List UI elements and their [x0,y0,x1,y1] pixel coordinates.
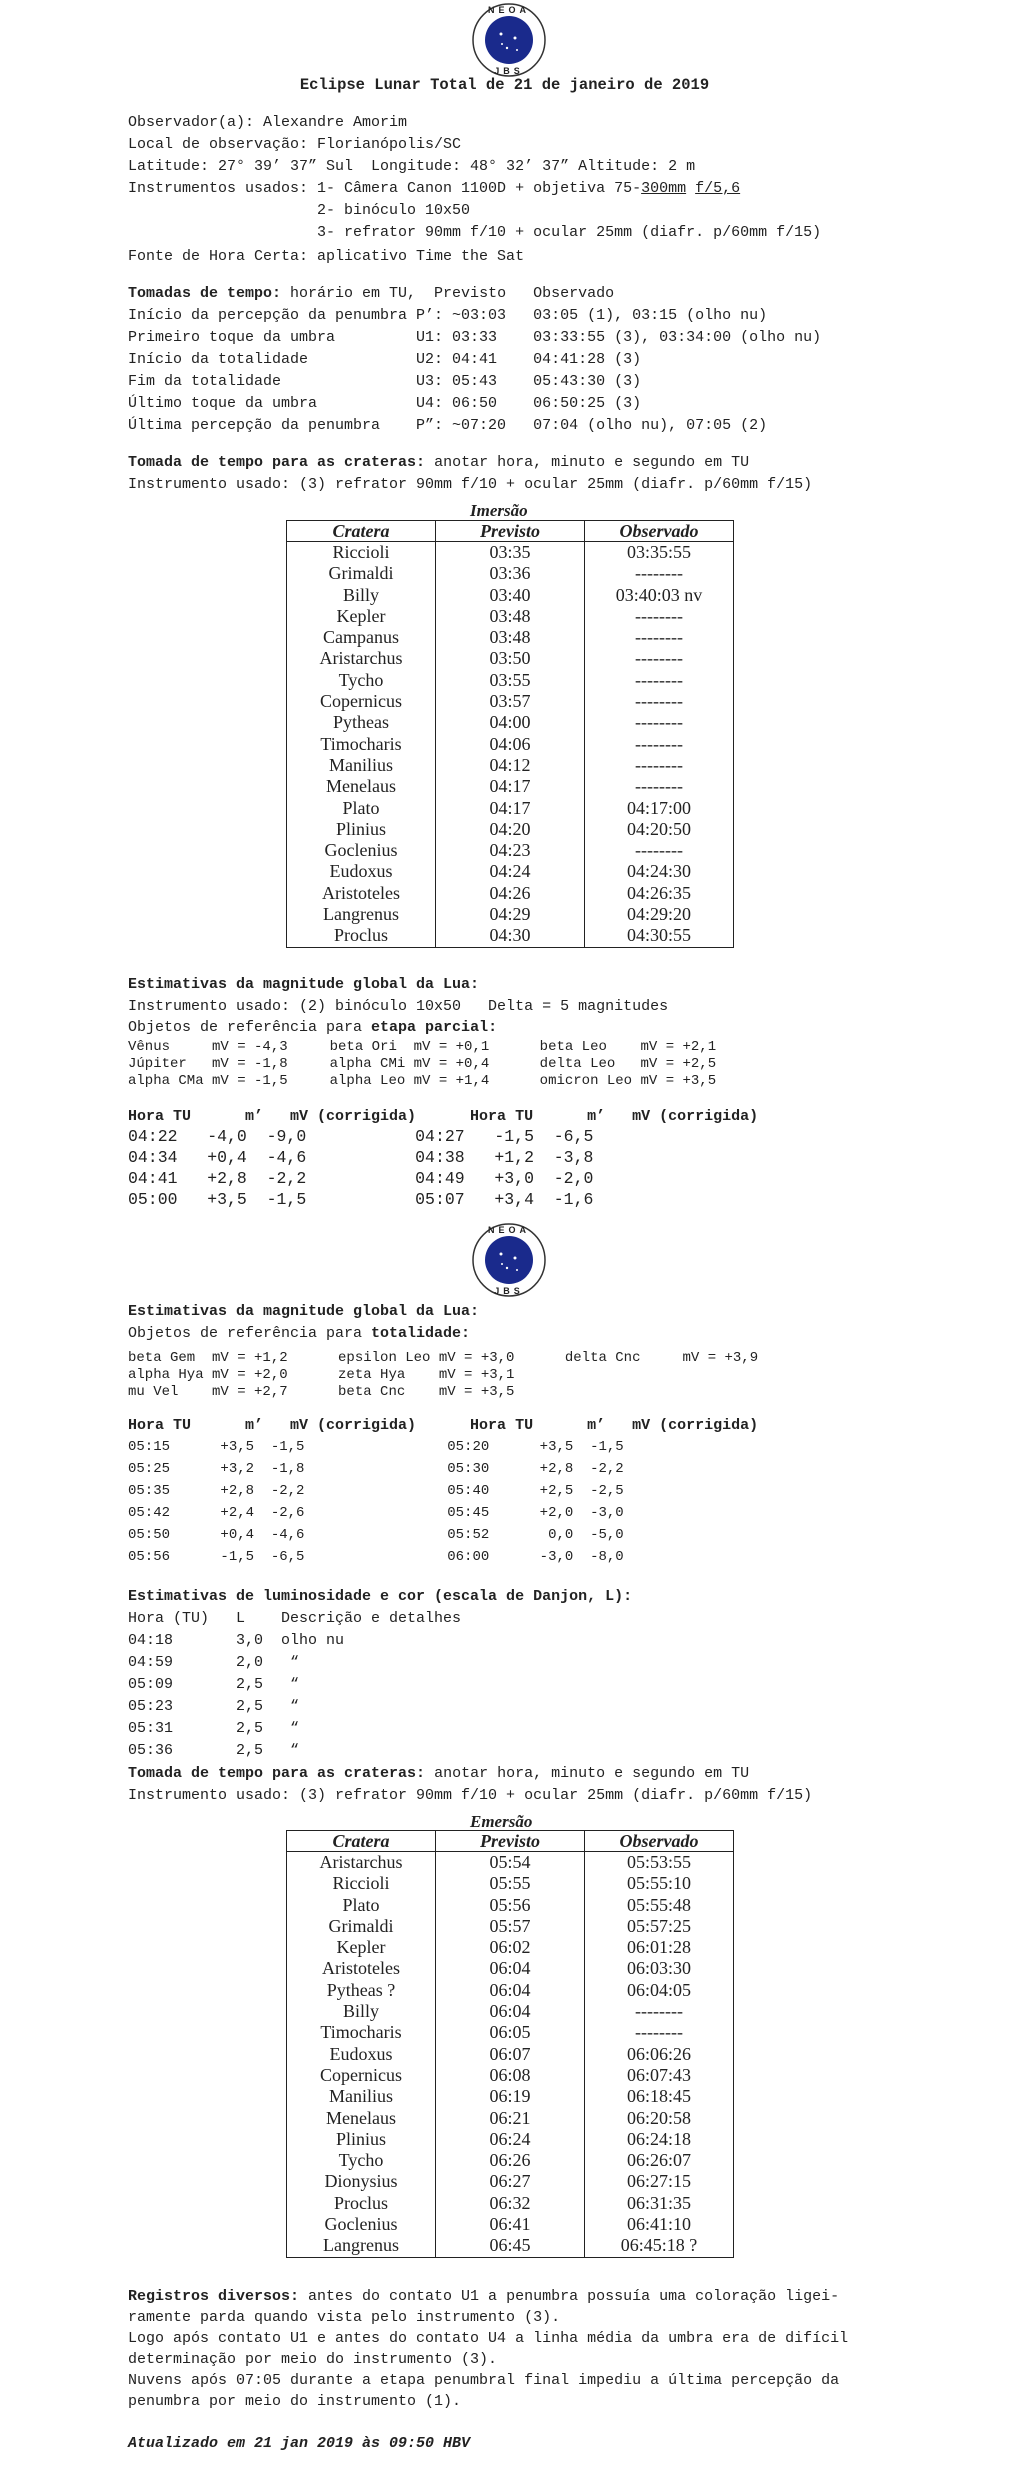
observed-time: 05:53:55 [585,1852,734,1874]
predicted-time: 04:00 [436,712,585,733]
predicted-time: 04:17 [436,776,585,797]
crater-row [287,2129,734,2150]
predicted-time: 06:26 [436,2150,585,2171]
crater-name: Timocharis [287,2022,436,2043]
col-header-predicted: Previsto [436,1831,585,1852]
crater-name: Kepler [287,606,436,627]
observed-time: -------- [585,606,734,627]
observed-time: 04:20:50 [585,819,734,840]
crater-name: Aristarchus [287,1852,436,1874]
observed-time: 06:01:28 [585,1937,734,1958]
reference-star-row: alpha CMa mV = -1,5 alpha Leo mV = +1,4 omicron Leo mV = +3,5 [128,1073,717,1089]
crater-name: Plinius [287,819,436,840]
crater-name: Grimaldi [287,1916,436,1937]
location-line: Local de observação: Florianópolis/SC [128,136,462,153]
crater-name: Billy [287,585,436,606]
notes-line: Logo após contato U1 e antes do contato U4 a linha média da umbra era de difícil [128,2330,849,2347]
reference-star-row: Júpiter mV = -1,8 alpha CMi mV = +0,4 delta Leo mV = +2,5 [128,1056,717,1072]
crater-row [287,712,734,733]
coordinates-line: Latitude: 27° 39’ 37” Sul Longitude: 48° 32’ 37” Altitude: 2 m [128,158,696,175]
observed-time: 06:45:18 ? [585,2235,734,2257]
danjon-row: 04:18 3,0 olho nu [128,1632,345,1649]
predicted-time: 04:30 [436,925,585,947]
predicted-time: 06:04 [436,1980,585,2001]
magnitude-total-row: 05:50 +0,4 -4,6 05:52 0,0 -5,0 [128,1527,624,1543]
crater-row [287,563,734,584]
crater-row [287,2193,734,2214]
col-header-observed: Observado [585,521,734,542]
crater-name: Manilius [287,2086,436,2107]
crater-name: Pytheas [287,712,436,733]
crater-row [287,627,734,648]
magnitude-partial-row: 04:22 -4,0 -9,0 04:27 -1,5 -6,5 [128,1127,594,1146]
emersion-table [286,1830,734,2258]
observed-time: 06:04:05 [585,1980,734,2001]
crater-row [287,904,734,925]
crater-row [287,2022,734,2043]
crater-name: Plato [287,798,436,819]
instrument-line-3: 3- refrator 90mm f/10 + ocular 25mm (diafr. p/60mm f/15) [128,224,822,241]
timing-row: Início da percepção da penumbra P’: ~03:03 03:05 (1), 03:15 (olho nu) [128,307,768,324]
timing-row: Último toque da umbra U4: 06:50 06:50:25 (3) [128,395,642,412]
magnitude-total-header: Estimativas da magnitude global da Lua: [128,1303,480,1320]
updated-footer: Atualizado em 21 jan 2019 às 09:50 HBV [128,2435,471,2452]
observed-time: -------- [585,691,734,712]
timing-row: Início da totalidade U2: 04:41 04:41:28 (3) [128,351,642,368]
observed-time: 04:30:55 [585,925,734,947]
magnitude-partial-row: 05:00 +3,5 -1,5 05:07 +3,4 -1,6 [128,1190,594,1209]
crater-row [287,670,734,691]
predicted-time: 03:50 [436,648,585,669]
predicted-time: 04:26 [436,883,585,904]
neoa-logo [471,2,547,78]
crater-row [287,819,734,840]
crater-name: Plato [287,1895,436,1916]
crater-row [287,2214,734,2235]
predicted-time: 06:05 [436,2022,585,2043]
predicted-time: 05:55 [436,1873,585,1894]
crater-name: Dionysius [287,2171,436,2192]
observed-time: 06:18:45 [585,2086,734,2107]
predicted-time: 04:06 [436,734,585,755]
predicted-time: 06:04 [436,1958,585,1979]
svg-text:NEOA: NEOA [487,5,531,15]
danjon-row: 05:09 2,5 “ [128,1676,300,1693]
emersion-caption: Emersão [470,1812,533,1831]
crater-row [287,2065,734,2086]
crater-row [287,1958,734,1979]
crater-name: Copernicus [287,691,436,712]
danjon-row: 04:59 2,0 “ [128,1654,300,1671]
crater-row [287,1980,734,2001]
reference-star-row: alpha Hya mV = +2,0 zeta Hya mV = +3,1 [128,1367,515,1383]
predicted-time: 06:27 [436,2171,585,2192]
crater-name: Goclenius [287,2214,436,2235]
crater-row [287,542,734,564]
crater-name: Goclenius [287,840,436,861]
predicted-time: 03:48 [436,606,585,627]
predicted-time: 03:36 [436,563,585,584]
crater-name: Tycho [287,2150,436,2171]
magnitude-total-ref-title: Objetos de referência para totalidade: [128,1325,471,1342]
col-header-predicted: Previsto [436,521,585,542]
observed-time: -------- [585,2001,734,2022]
crater-instrument-line: Instrumento usado: (3) refrator 90mm f/10 + ocular 25mm (diafr. p/60mm f/15) [128,476,813,493]
observed-time: 06:31:35 [585,2193,734,2214]
predicted-time: 06:24 [436,2129,585,2150]
observed-time: -------- [585,755,734,776]
predicted-time: 06:21 [436,2108,585,2129]
magnitude-partial-row: 04:34 +0,4 -4,6 04:38 +1,2 -3,8 [128,1148,594,1167]
observed-time: 05:55:10 [585,1873,734,1894]
observed-time: 04:29:20 [585,904,734,925]
crater-name: Riccioli [287,1873,436,1894]
magnitude-total-row: 05:15 +3,5 -1,5 05:20 +3,5 -1,5 [128,1439,624,1455]
predicted-time: 03:55 [436,670,585,691]
reference-star-row: beta Gem mV = +1,2 epsilon Leo mV = +3,0 delta Cnc mV = +3,9 [128,1350,759,1366]
crater-row [287,734,734,755]
observed-time: 04:24:30 [585,861,734,882]
crater-name: Kepler [287,1937,436,1958]
observed-time: 06:27:15 [585,2171,734,2192]
predicted-time: 06:04 [436,2001,585,2022]
observed-time: 04:26:35 [585,883,734,904]
observed-time: 06:26:07 [585,2150,734,2171]
observed-time: -------- [585,2022,734,2043]
observed-time: -------- [585,627,734,648]
predicted-time: 03:35 [436,542,585,564]
danjon-row: 05:23 2,5 “ [128,1698,300,1715]
magnitude-total-row: 05:25 +3,2 -1,8 05:30 +2,8 -2,2 [128,1461,624,1477]
instrument-line-2: 2- binóculo 10x50 [128,202,471,219]
col-header-crater: Cratera [287,521,436,542]
predicted-time: 04:24 [436,861,585,882]
crater-row [287,1937,734,1958]
notes-line: determinação por meio do instrumento (3). [128,2351,498,2368]
crater-row [287,883,734,904]
reference-star-row: mu Vel mV = +2,7 beta Cnc mV = +3,5 [128,1384,515,1400]
col-header-observed: Observado [585,1831,734,1852]
crater-row [287,1852,734,1874]
predicted-time: 06:32 [436,2193,585,2214]
crater-row [287,2235,734,2257]
timing-header: Tomadas de tempo: horário em TU, Previsto Observado [128,285,615,302]
magnitude-total-table-header: Hora TU m’ mV (corrigida) Hora TU m’ mV (corrigida) [128,1417,759,1434]
crater-row [287,2108,734,2129]
immersion-caption: Imersão [470,501,528,520]
crater-name: Timocharis [287,734,436,755]
magnitude-total-row: 05:35 +2,8 -2,2 05:40 +2,5 -2,5 [128,1483,624,1499]
observed-time: 03:35:55 [585,542,734,564]
observed-time: 05:57:25 [585,1916,734,1937]
svg-text:JBS: JBS [494,1286,524,1296]
danjon-header: Estimativas de luminosidade e cor (escala de Danjon, L): [128,1588,633,1605]
reference-star-row: Vênus mV = -4,3 beta Ori mV = +0,1 beta Leo mV = +2,1 [128,1039,717,1055]
predicted-time: 04:23 [436,840,585,861]
immersion-table [286,520,734,948]
crater-row [287,585,734,606]
observed-time: -------- [585,563,734,584]
predicted-time: 06:41 [436,2214,585,2235]
crater-row [287,755,734,776]
crater-row [287,1916,734,1937]
magnitude-partial-instrument: Instrumento usado: (2) binóculo 10x50 Delta = 5 magnitudes [128,998,669,1015]
observed-time: -------- [585,776,734,797]
observed-time: 06:07:43 [585,2065,734,2086]
crater-name: Eudoxus [287,2044,436,2065]
crater-name: Langrenus [287,904,436,925]
time-source-line: Fonte de Hora Certa: aplicativo Time the Sat [128,248,525,265]
danjon-row: 05:36 2,5 “ [128,1742,300,1759]
observed-time: 06:06:26 [585,2044,734,2065]
crater-name: Tycho [287,670,436,691]
danjon-col-header: Hora (TU) L Descrição e detalhes [128,1610,462,1627]
crater-row [287,798,734,819]
magnitude-partial-ref-title: Objetos de referência para etapa parcial: [128,1019,498,1036]
neoa-logo [471,1222,547,1298]
predicted-time: 04:29 [436,904,585,925]
crater-name: Menelaus [287,2108,436,2129]
predicted-time: 03:48 [436,627,585,648]
crater-name: Grimaldi [287,563,436,584]
page-title: Eclipse Lunar Total de 21 de janeiro de 2019 [299,76,710,94]
crater-row [287,776,734,797]
predicted-time: 05:54 [436,1852,585,1874]
notes-line: Nuvens após 07:05 durante a etapa penumbral final impediu a última percepção da [128,2372,840,2389]
observed-time: -------- [585,734,734,755]
observed-time: 03:40:03 nv [585,585,734,606]
timing-row: Última percepção da penumbra P”: ~07:20 07:04 (olho nu), 07:05 (2) [128,417,768,434]
predicted-time: 06:08 [436,2065,585,2086]
crater-row [287,2044,734,2065]
crater-name: Plinius [287,2129,436,2150]
crater-name: Aristoteles [287,1958,436,1979]
crater-row [287,2171,734,2192]
crater-name: Aristarchus [287,648,436,669]
crater-row [287,925,734,947]
observed-time: 06:03:30 [585,1958,734,1979]
notes-line: ramente parda quando vista pelo instrumento (3). [128,2309,561,2326]
observer-line: Observador(a): Alexandre Amorim [128,114,408,131]
predicted-time: 04:12 [436,755,585,776]
magnitude-total-row: 05:56 -1,5 -6,5 06:00 -3,0 -8,0 [128,1549,624,1565]
crater-name: Proclus [287,2193,436,2214]
crater-name: Menelaus [287,776,436,797]
crater-row [287,840,734,861]
crater-name: Manilius [287,755,436,776]
crater-row [287,1895,734,1916]
crater-row [287,691,734,712]
crater-row [287,2150,734,2171]
crater-instrument-line: Instrumento usado: (3) refrator 90mm f/10 + ocular 25mm (diafr. p/60mm f/15) [128,1787,813,1804]
crater-row [287,2086,734,2107]
observed-time: 06:20:58 [585,2108,734,2129]
crater-name: Copernicus [287,2065,436,2086]
predicted-time: 06:07 [436,2044,585,2065]
crater-name: Eudoxus [287,861,436,882]
predicted-time: 04:20 [436,819,585,840]
col-header-crater: Cratera [287,1831,436,1852]
predicted-time: 03:57 [436,691,585,712]
notes-line: Registros diversos: antes do contato U1 a penumbra possuía uma coloração ligei- [128,2288,840,2305]
predicted-time: 03:40 [436,585,585,606]
crater-name: Riccioli [287,542,436,564]
magnitude-partial-header: Estimativas da magnitude global da Lua: [128,976,480,993]
predicted-time: 06:02 [436,1937,585,1958]
timing-row: Fim da totalidade U3: 05:43 05:43:30 (3) [128,373,642,390]
observed-time: -------- [585,712,734,733]
observed-time: -------- [585,670,734,691]
crater-row [287,2001,734,2022]
predicted-time: 05:57 [436,1916,585,1937]
predicted-time: 04:17 [436,798,585,819]
svg-text:JBS: JBS [494,66,524,76]
crater-name: Campanus [287,627,436,648]
observed-time: 06:41:10 [585,2214,734,2235]
observed-time: 06:24:18 [585,2129,734,2150]
observed-time: -------- [585,648,734,669]
svg-text:NEOA: NEOA [487,1225,531,1235]
magnitude-partial-table-header: Hora TU m’ mV (corrigida) Hora TU m’ mV (corrigida) [128,1108,759,1125]
magnitude-partial-row: 04:41 +2,8 -2,2 04:49 +3,0 -2,0 [128,1169,594,1188]
timing-row: Primeiro toque da umbra U1: 03:33 03:33:55 (3), 03:34:00 (olho nu) [128,329,822,346]
crater-name: Aristoteles [287,883,436,904]
crater-timing-header: Tomada de tempo para as crateras: anotar hora, minuto e segundo em TU [128,1765,750,1782]
predicted-time: 06:45 [436,2235,585,2257]
magnitude-total-row: 05:42 +2,4 -2,6 05:45 +2,0 -3,0 [128,1505,624,1521]
predicted-time: 06:19 [436,2086,585,2107]
danjon-row: 05:31 2,5 “ [128,1720,300,1737]
crater-name: Pytheas ? [287,1980,436,2001]
crater-row [287,606,734,627]
observed-time: 04:17:00 [585,798,734,819]
predicted-time: 05:56 [436,1895,585,1916]
observed-time: 05:55:48 [585,1895,734,1916]
crater-name: Langrenus [287,2235,436,2257]
crater-row [287,1873,734,1894]
crater-row [287,861,734,882]
notes-line: penumbra por meio do instrumento (1). [128,2393,462,2410]
observed-time: -------- [585,840,734,861]
crater-timing-header: Tomada de tempo para as crateras: anotar hora, minuto e segundo em TU [128,454,750,471]
crater-row [287,648,734,669]
crater-name: Billy [287,2001,436,2022]
crater-name: Proclus [287,925,436,947]
instrument-line-1: Instrumentos usados: 1- Câmera Canon 1100D + objetiva 75-300mm f/5,6 [128,180,741,197]
